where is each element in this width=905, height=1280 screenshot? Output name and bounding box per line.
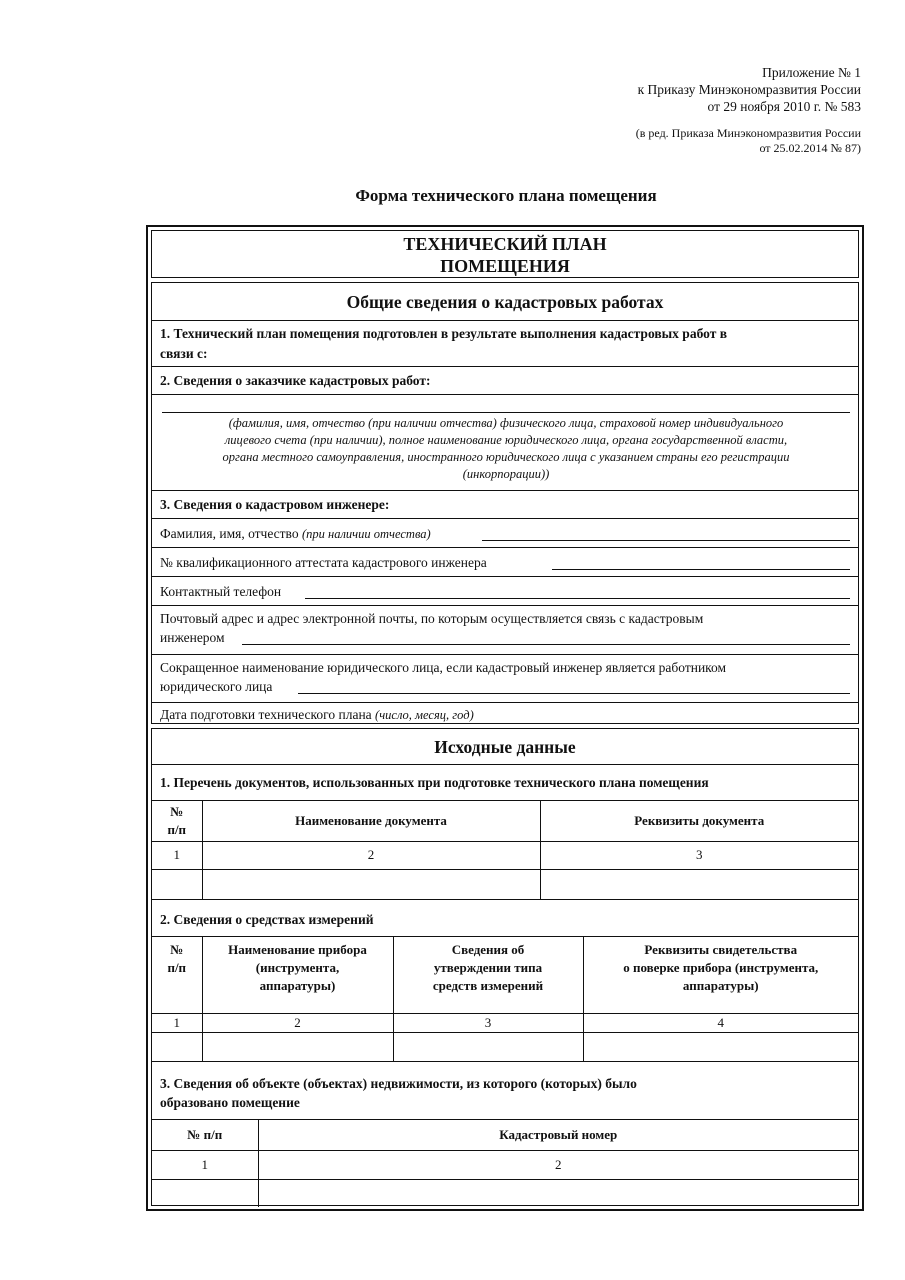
- documents-heading: 1. Перечень документов, использованных при подготовке технического плана помещения: [152, 765, 858, 801]
- customer-input-line[interactable]: [162, 412, 850, 413]
- objects-empty-cell[interactable]: [152, 1179, 258, 1207]
- header-block: [638, 64, 861, 115]
- documents-table: [152, 801, 858, 900]
- main-title-block: [151, 230, 859, 278]
- legal-entity-row: [152, 655, 858, 703]
- legal-entity-label-1: Сокращенное наименование юридического лица, если кадастровый инженер является работником: [160, 660, 727, 675]
- meas-header-device: Наименование прибора (инструмента, аппаратуры): [202, 937, 393, 1013]
- phone-input[interactable]: [305, 598, 850, 599]
- meas-empty-cell[interactable]: [583, 1032, 858, 1061]
- technical-plan-form: [146, 225, 864, 1211]
- customer-hint: (фамилия, имя, отчество (при наличии отчества) физического лица, страховой номер индивидуального лицевого счета (при наличии), полное наименование юридического лица, органа государственной власти, органа местного самоуправления, иностранного юридического лица с указанием страны его регистрации (инкорпорации)): [222, 416, 790, 481]
- general-info-title: Общие сведения о кадастровых работах: [152, 283, 858, 321]
- objects-heading: 3. Сведения об объекте (объектах) недвижимости, из которого (которых) было образовано помещение: [152, 1065, 858, 1120]
- meas-empty-cell[interactable]: [152, 1032, 202, 1061]
- item-1: 1. Технический план помещения подготовлен в результате выполнения кадастровых работ в связи с:: [152, 321, 858, 367]
- attestat-label: № квалификационного аттестата кадастрового инженера: [160, 555, 487, 570]
- header-note-line-2: от 25.02.2014 № 87): [759, 141, 861, 155]
- address-row: [152, 606, 858, 655]
- table-row: [152, 1179, 858, 1207]
- meas-empty-cell[interactable]: [202, 1032, 393, 1061]
- objects-empty-cell[interactable]: [258, 1179, 858, 1207]
- docs-header-details: Реквизиты документа: [540, 801, 858, 841]
- engineer-name-hint: (при наличии отчества): [301, 527, 431, 541]
- attestat-input[interactable]: [552, 569, 850, 570]
- docs-col-num-2: 2: [202, 841, 540, 869]
- objects-table: [152, 1120, 858, 1207]
- objects-col-num-1: 1: [152, 1150, 258, 1179]
- address-label-1: Почтовый адрес и адрес электронной почты, по которым осуществляется связь с кадастровым: [160, 611, 704, 626]
- main-title-line-1: ТЕХНИЧЕСКИЙ ПЛАН: [403, 234, 607, 254]
- source-data-title: Исходные данные: [152, 729, 858, 765]
- docs-col-num-1: 1: [152, 841, 202, 869]
- item-3-heading: 3. Сведения о кадастровом инженере:: [152, 491, 858, 519]
- date-row: [152, 703, 858, 725]
- address-label-2: инженером: [160, 630, 225, 645]
- docs-col-num-3: 3: [540, 841, 858, 869]
- objects-header-cadastral: Кадастровый номер: [258, 1120, 858, 1150]
- meas-col-num-2: 2: [202, 1013, 393, 1032]
- document-title: Форма технического плана помещения: [355, 186, 657, 205]
- engineer-name-row: [152, 519, 858, 548]
- docs-header-num: № п/п: [152, 801, 202, 841]
- main-title-line-2: ПОМЕЩЕНИЯ: [440, 256, 570, 276]
- phone-label: Контактный телефон: [160, 584, 282, 599]
- docs-empty-cell[interactable]: [152, 869, 202, 899]
- phone-row: [152, 577, 858, 606]
- meas-empty-cell[interactable]: [393, 1032, 583, 1061]
- meas-col-num-4: 4: [583, 1013, 858, 1032]
- source-data-block: [151, 728, 859, 1206]
- objects-header-num: № п/п: [152, 1120, 258, 1150]
- meas-header-certificate: Реквизиты свидетельства о поверке прибора (инструмента, аппаратуры): [583, 937, 858, 1013]
- customer-field: [152, 395, 858, 491]
- docs-empty-cell[interactable]: [202, 869, 540, 899]
- date-hint: (число, месяц, год): [375, 708, 474, 722]
- meas-header-type-approval: Сведения об утверждении типа средств измерений: [393, 937, 583, 1013]
- engineer-name-label: Фамилия, имя, отчество: [160, 526, 299, 541]
- header-note-line-1: (в ред. Приказа Минэкономразвития России: [635, 126, 861, 140]
- item-2-heading: 2. Сведения о заказчике кадастровых работ:: [152, 367, 858, 395]
- meas-col-num-3: 3: [393, 1013, 583, 1032]
- engineer-name-input[interactable]: [482, 540, 850, 541]
- attestat-row: [152, 548, 858, 577]
- table-row: [152, 1032, 858, 1061]
- docs-header-name: Наименование документа: [202, 801, 540, 841]
- objects-col-num-2: 2: [258, 1150, 858, 1179]
- header-line-1: Приложение № 1: [762, 65, 861, 80]
- legal-entity-input[interactable]: [298, 693, 850, 694]
- header-note: [636, 126, 861, 156]
- header-line-2: к Приказу Минэкономразвития России: [637, 82, 861, 97]
- general-info-block: [151, 282, 859, 724]
- address-input[interactable]: [242, 644, 850, 645]
- table-row: [152, 869, 858, 899]
- meas-header-num: № п/п: [152, 937, 202, 1013]
- measurements-table: [152, 937, 858, 1062]
- measurements-heading: 2. Сведения о средствах измерений: [152, 903, 858, 937]
- meas-col-num-1: 1: [152, 1013, 202, 1032]
- header-line-3: от 29 ноября 2010 г. № 583: [707, 99, 861, 114]
- docs-empty-cell[interactable]: [540, 869, 858, 899]
- date-label: Дата подготовки технического плана: [160, 707, 372, 722]
- legal-entity-label-2: юридического лица: [160, 679, 273, 694]
